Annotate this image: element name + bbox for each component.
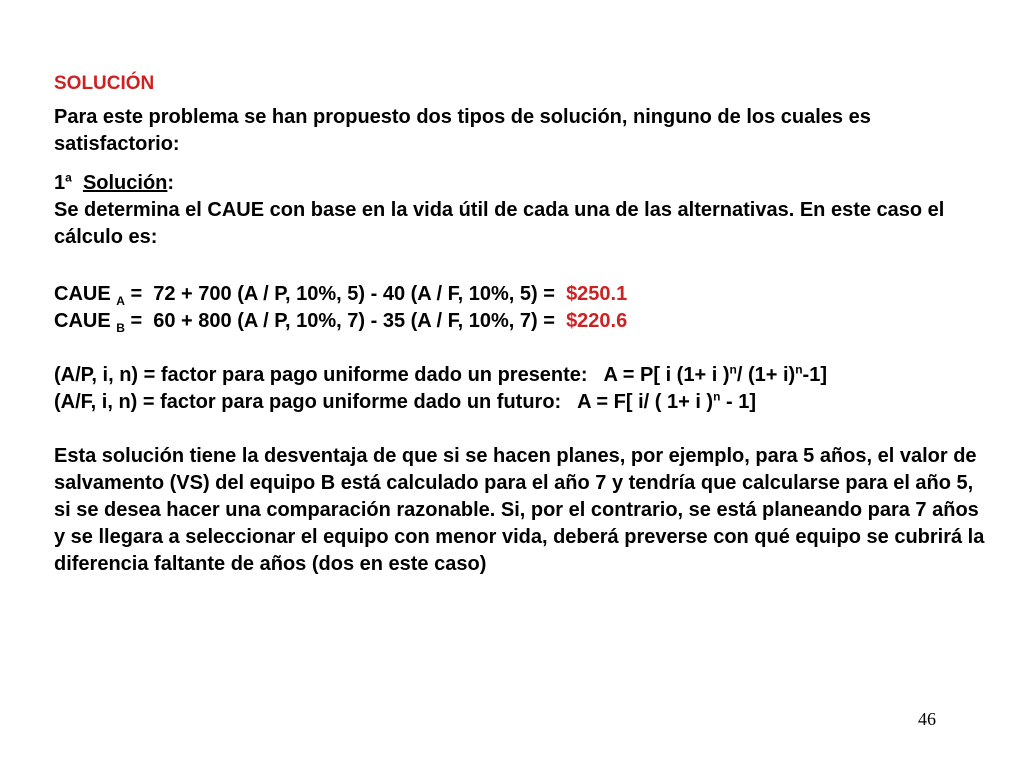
factor-ap-exp1: n xyxy=(729,362,737,377)
first-solution-ordinal-sup: a xyxy=(65,170,72,185)
factor-af-text1: (A/F, i, n) = factor para pago uniforme dado un futuro: A = F[ i/ ( 1+ i ) xyxy=(54,391,714,413)
first-solution-ordinal: 1 xyxy=(54,172,66,194)
first-solution-colon: : xyxy=(167,172,175,194)
factor-af-formula xyxy=(54,389,989,416)
caue-a-prefix: CAUE xyxy=(54,283,111,305)
factor-ap-formula xyxy=(54,362,989,389)
factor-ap-exp2: n xyxy=(795,362,803,377)
caue-b-subscript: B xyxy=(116,321,125,335)
caue-a-result: $250.1 xyxy=(566,283,628,305)
slide-content xyxy=(54,72,989,578)
factor-ap-text1: (A/P, i, n) = factor para pago uniforme dado un presente: A = P[ i (1+ i ) xyxy=(54,364,730,386)
caue-b-expression: = 60 + 800 (A / P, 10%, 7) - 35 (A / F, 10%, 7) = xyxy=(124,310,567,332)
factor-ap-text2: / (1+ i) xyxy=(736,364,796,386)
caue-b-prefix: CAUE xyxy=(54,310,111,332)
slide-title: SOLUCIÓN xyxy=(54,73,155,94)
caue-b-result: $220.6 xyxy=(566,310,628,332)
caue-b-equation xyxy=(54,308,989,335)
conclusion-paragraph: Esta solución tiene la desventaja de que si se hacen planes, por ejemplo, para 5 años, el valor de salvamento (VS) del equipo B está calculado para el año 7 y tendría que calcularse para el año 5, si se desea hacer una comparación razonable. Si, por el contrario, se está planeando para 7 años y se llegara a seleccionar el equipo con menor vida, deberá preverse con qué equipo se cubrirá la diferencia faltante de años (dos en este caso) xyxy=(54,445,985,575)
factor-ap-text3: -1] xyxy=(802,364,827,386)
page-number: 46 xyxy=(918,709,936,729)
intro-paragraph: Para este problema se han propuesto dos tipos de solución, ninguno de los cuales es satisfactorio: xyxy=(54,106,871,155)
method-description: Se determina el CAUE con base en la vida útil de cada una de las alternativas. En este caso el cálculo es: xyxy=(54,199,945,248)
caue-a-expression: = 72 + 700 (A / P, 10%, 5) - 40 (A / F, 10%, 5) = xyxy=(124,283,567,305)
first-solution-heading xyxy=(54,170,989,197)
first-solution-label: Solución xyxy=(82,172,168,194)
caue-a-equation xyxy=(54,281,989,308)
factor-af-exp1: n xyxy=(713,389,721,404)
caue-a-subscript: A xyxy=(116,294,125,308)
factor-af-text2: - 1] xyxy=(720,391,756,413)
